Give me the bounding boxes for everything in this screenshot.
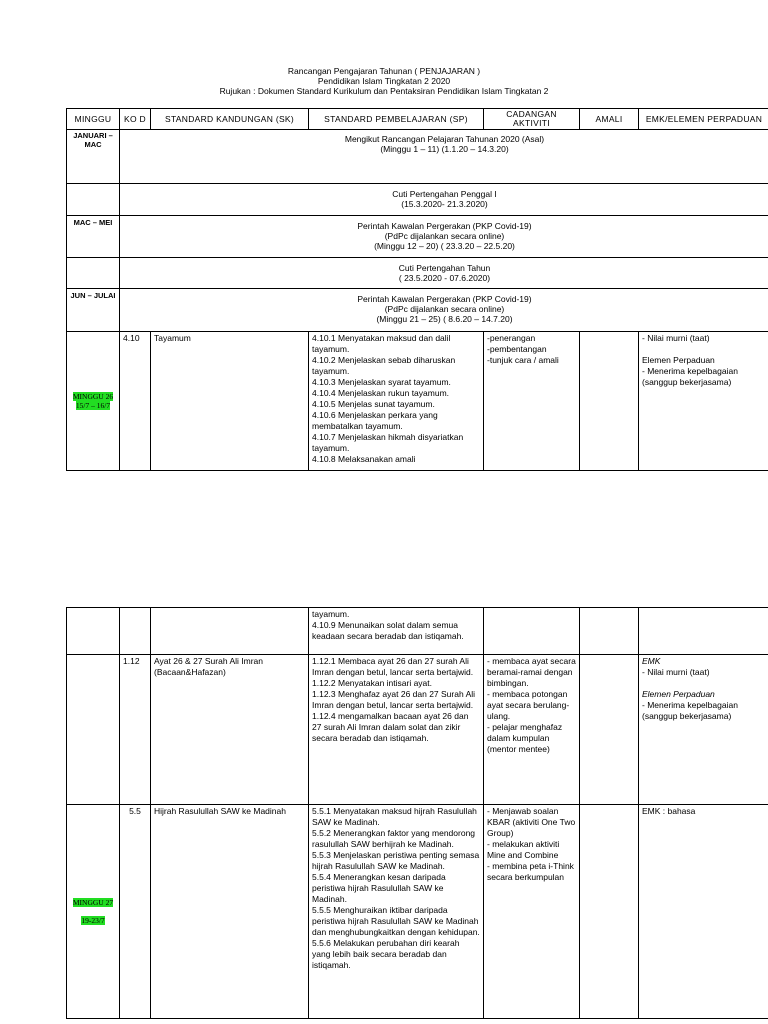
sp-item: 1.12.4 mengamalkan bacaan ayat 26 dan 27 surah Ali Imran dalam solat dan zikir secara beradab dan istiqamah. [312,711,469,743]
sp-item: tayamum. [312,609,350,619]
cadangan-cell [484,608,580,655]
table-row [67,608,768,655]
emk-title [642,656,766,667]
row-label: MAC – MEI [67,216,120,258]
cadangan-item: - membaca potongan ayat secara berulang-ulang. [487,689,570,721]
sp-cell [309,805,484,1019]
emk-item: - Menerima kepelbagaian (sanggup bekerjasama) [642,700,738,721]
sp-item: 5.5.4 Menerangkan kesan daripada peristiwa hijrah Rasulullah SAW ke Madinah. [312,872,446,904]
merged-cell [120,216,768,258]
merged-cell [120,184,768,216]
merged-line: Mengikut Rancangan Pelajaran Tahunan 2020 (Asal) [344,134,545,144]
header-title: Rancangan Pengajaran Tahunan ( PENJAJARAN ) [287,66,481,76]
emk-item: - Menerima kepelbagaian (sanggup bekerjasama) [642,366,738,387]
week-label: MINGGU 27 [72,898,114,907]
sp-item: 1.12.1 Membaca ayat 26 dan 27 surah Ali Imran dengan betul, lancar serta bertajwid. [312,656,474,677]
emk-item: - Nilai murni (taat) [642,667,710,677]
merged-line: Perintah Kawalan Pergerakan (PKP Covid-19) [357,221,532,231]
cadangan-item: - membaca ayat secara beramai-ramai dengan bimbingan. [487,656,576,688]
sp-item: 5.5.1 Menyatakan maksud hijrah Rasulullah SAW ke Madinah. [312,806,477,827]
kod-cell: 4.10 [120,332,151,471]
merged-line: Perintah Kawalan Pergerakan (PKP Covid-19) [357,294,532,304]
sp-item: 4.10.6 Menjelaskan perkara yang membatalkan tayamum. [312,410,438,431]
cadangan-item: -penerangan [487,333,536,343]
plan-table-page1 [66,108,768,471]
week-dates: 19-23/7 [81,916,105,925]
cadangan-item: - pelajar menghafaz dalam kumpulan (mentor mentee) [487,722,563,754]
sp-item: 4.10.5 Menjelas sunat tayamum. [312,399,435,409]
week-cell [67,332,120,471]
document-header [0,66,768,96]
amali-cell [580,608,639,655]
spacer [642,344,766,355]
col-amali: AMALI [580,109,639,130]
plan-table-page2 [66,607,768,1019]
table-header-row [67,109,768,130]
table-row [67,216,768,258]
merged-line: Cuti Pertengahan Tahun [398,263,491,273]
sp-item: 5.5.3 Menjelaskan peristiwa penting semasa hijrah Rasulullah SAW ke Madinah. [312,850,480,871]
cadangan-cell [484,332,580,471]
sp-cell [309,608,484,655]
cadangan-item: - melakukan aktiviti Mine and Combine [487,839,560,860]
row-label: JANUARI – MAC [67,130,120,184]
emk-cell [639,655,768,805]
emk-item-text: Elemen Perpaduan [642,689,715,699]
emk-item [642,689,766,700]
sp-item: 1.12.3 Menghafaz ayat 26 dan 27 Surah Ali Imran dengan betul, lancar serta bertajwid. [312,689,476,710]
sp-item: 4.10.2 Menjelaskan sebab diharuskan tayamum. [312,355,456,376]
cadangan-cell [484,805,580,1019]
sp-cell [309,655,484,805]
emk-cell [639,332,768,471]
table-row [67,332,768,471]
sp-item: 4.10.9 Menunaikan solat dalam semua keadaan secara beradab dan istiqamah. [312,620,464,641]
week-cell-empty [67,655,120,805]
sp-item: 4.10.4 Menjelaskan rukun tayamum. [312,388,450,398]
week-label: MINGGU 26 [72,392,114,401]
emk-item: - Nilai murni (taat) [642,333,710,343]
merged-line: (Minggu 21 – 25) ( 8.6.20 – 14.7.20) [376,314,513,324]
sp-item: 4.10.1 Menyatakan maksud dan dalil tayamum. [312,333,451,354]
merged-cell [120,258,768,289]
table-row [67,655,768,805]
header-subtitle: Pendidikan Islam Tingkatan 2 2020 [317,76,451,86]
emk-item: Elemen Perpaduan [642,355,715,365]
table-row [67,289,768,332]
sp-cell [309,332,484,471]
cadangan-item: -pembentangan [487,344,547,354]
sp-item: 4.10.3 Menjelaskan syarat tayamum. [312,377,451,387]
merged-cell [120,289,768,332]
cadangan-item: -tunjuk cara / amali [487,355,559,365]
week-dates: 15/7 – 16/7 [75,401,111,410]
sk-cell: Tayamum [151,332,309,471]
merged-line: (PdPc dijalankan secara online) [384,231,505,241]
merged-line: (15.3.2020- 21.3.2020) [401,199,488,209]
table-row [67,184,768,216]
kod-cell [120,608,151,655]
sk-cell: Ayat 26 & 27 Surah Ali Imran (Bacaan&Hafazan) [151,655,309,805]
col-sk: STANDARD KANDUNGAN (SK) [151,109,309,130]
merged-line: (PdPc dijalankan secara online) [384,304,505,314]
sp-item: 5.5.2 Menerangkan faktor yang mendorong rasulullah SAW berhijrah ke Madinah. [312,828,476,849]
merged-cell [120,130,768,184]
table-row [67,258,768,289]
emk-cell: EMK : bahasa [639,805,768,1019]
sp-item: 5.5.6 Melakukan perubahan diri kearah yang lebih baik secara beradab dan istiqamah. [312,938,460,970]
col-emk: EMK/ELEMEN PERPADUAN [639,109,768,130]
table-row [67,805,768,1019]
sp-item: 4.10.8 Melaksanakan amali [312,454,416,464]
col-cadangan: CADANGAN AKTIVITI [484,109,580,130]
emk-cell [639,608,768,655]
amali-cell [580,805,639,1019]
merged-line: (Minggu 12 – 20) ( 23.3.20 – 22.5.20) [374,241,515,251]
amali-cell [580,655,639,805]
row-label-empty [67,258,120,289]
sp-item: 1.12.2 Menyatakan intisari ayat. [312,678,433,688]
week-cell [67,805,120,1019]
row-label: JUN – JULAI [67,289,120,332]
col-kod: KO D [120,109,151,130]
amali-cell [580,332,639,471]
cadangan-item: - membina peta i-Think secara berkumpulan [487,861,574,882]
table-row [67,130,768,184]
kod-cell: 1.12 [120,655,151,805]
sp-item: 5.5.5 Menghuraikan iktibar daripada peristiwa hijrah Rasulullah SAW ke Madinah dan menghubungkaitkan dengan kehidupan. [312,905,480,937]
emk-title-text: EMK [642,656,661,666]
merged-line: Cuti Pertengahan Penggal I [392,189,497,199]
sp-item: 4.10.7 Menjelaskan hikmah disyariatkan tayamum. [312,432,464,453]
sk-cell [151,608,309,655]
header-reference: Rujukan : Dokumen Standard Kurikulum dan Pentaksiran Pendidikan Islam Tingkatan 2 [219,86,549,96]
merged-line: (Minggu 1 – 11) (1.1.20 – 14.3.20) [380,144,509,154]
spacer [642,678,766,689]
merged-line: ( 23.5.2020 - 07.6.2020) [398,273,491,283]
row-label-empty [67,184,120,216]
col-sp: STANDARD PEMBELAJARAN (SP) [309,109,484,130]
cadangan-cell [484,655,580,805]
col-minggu: MINGGU [67,109,120,130]
sk-cell: Hijrah Rasulullah SAW ke Madinah [151,805,309,1019]
week-cell-empty [67,608,120,655]
kod-cell: 5.5 [120,805,151,1019]
cadangan-item: - Menjawab soalan KBAR (aktiviti One Two Group) [487,806,576,838]
